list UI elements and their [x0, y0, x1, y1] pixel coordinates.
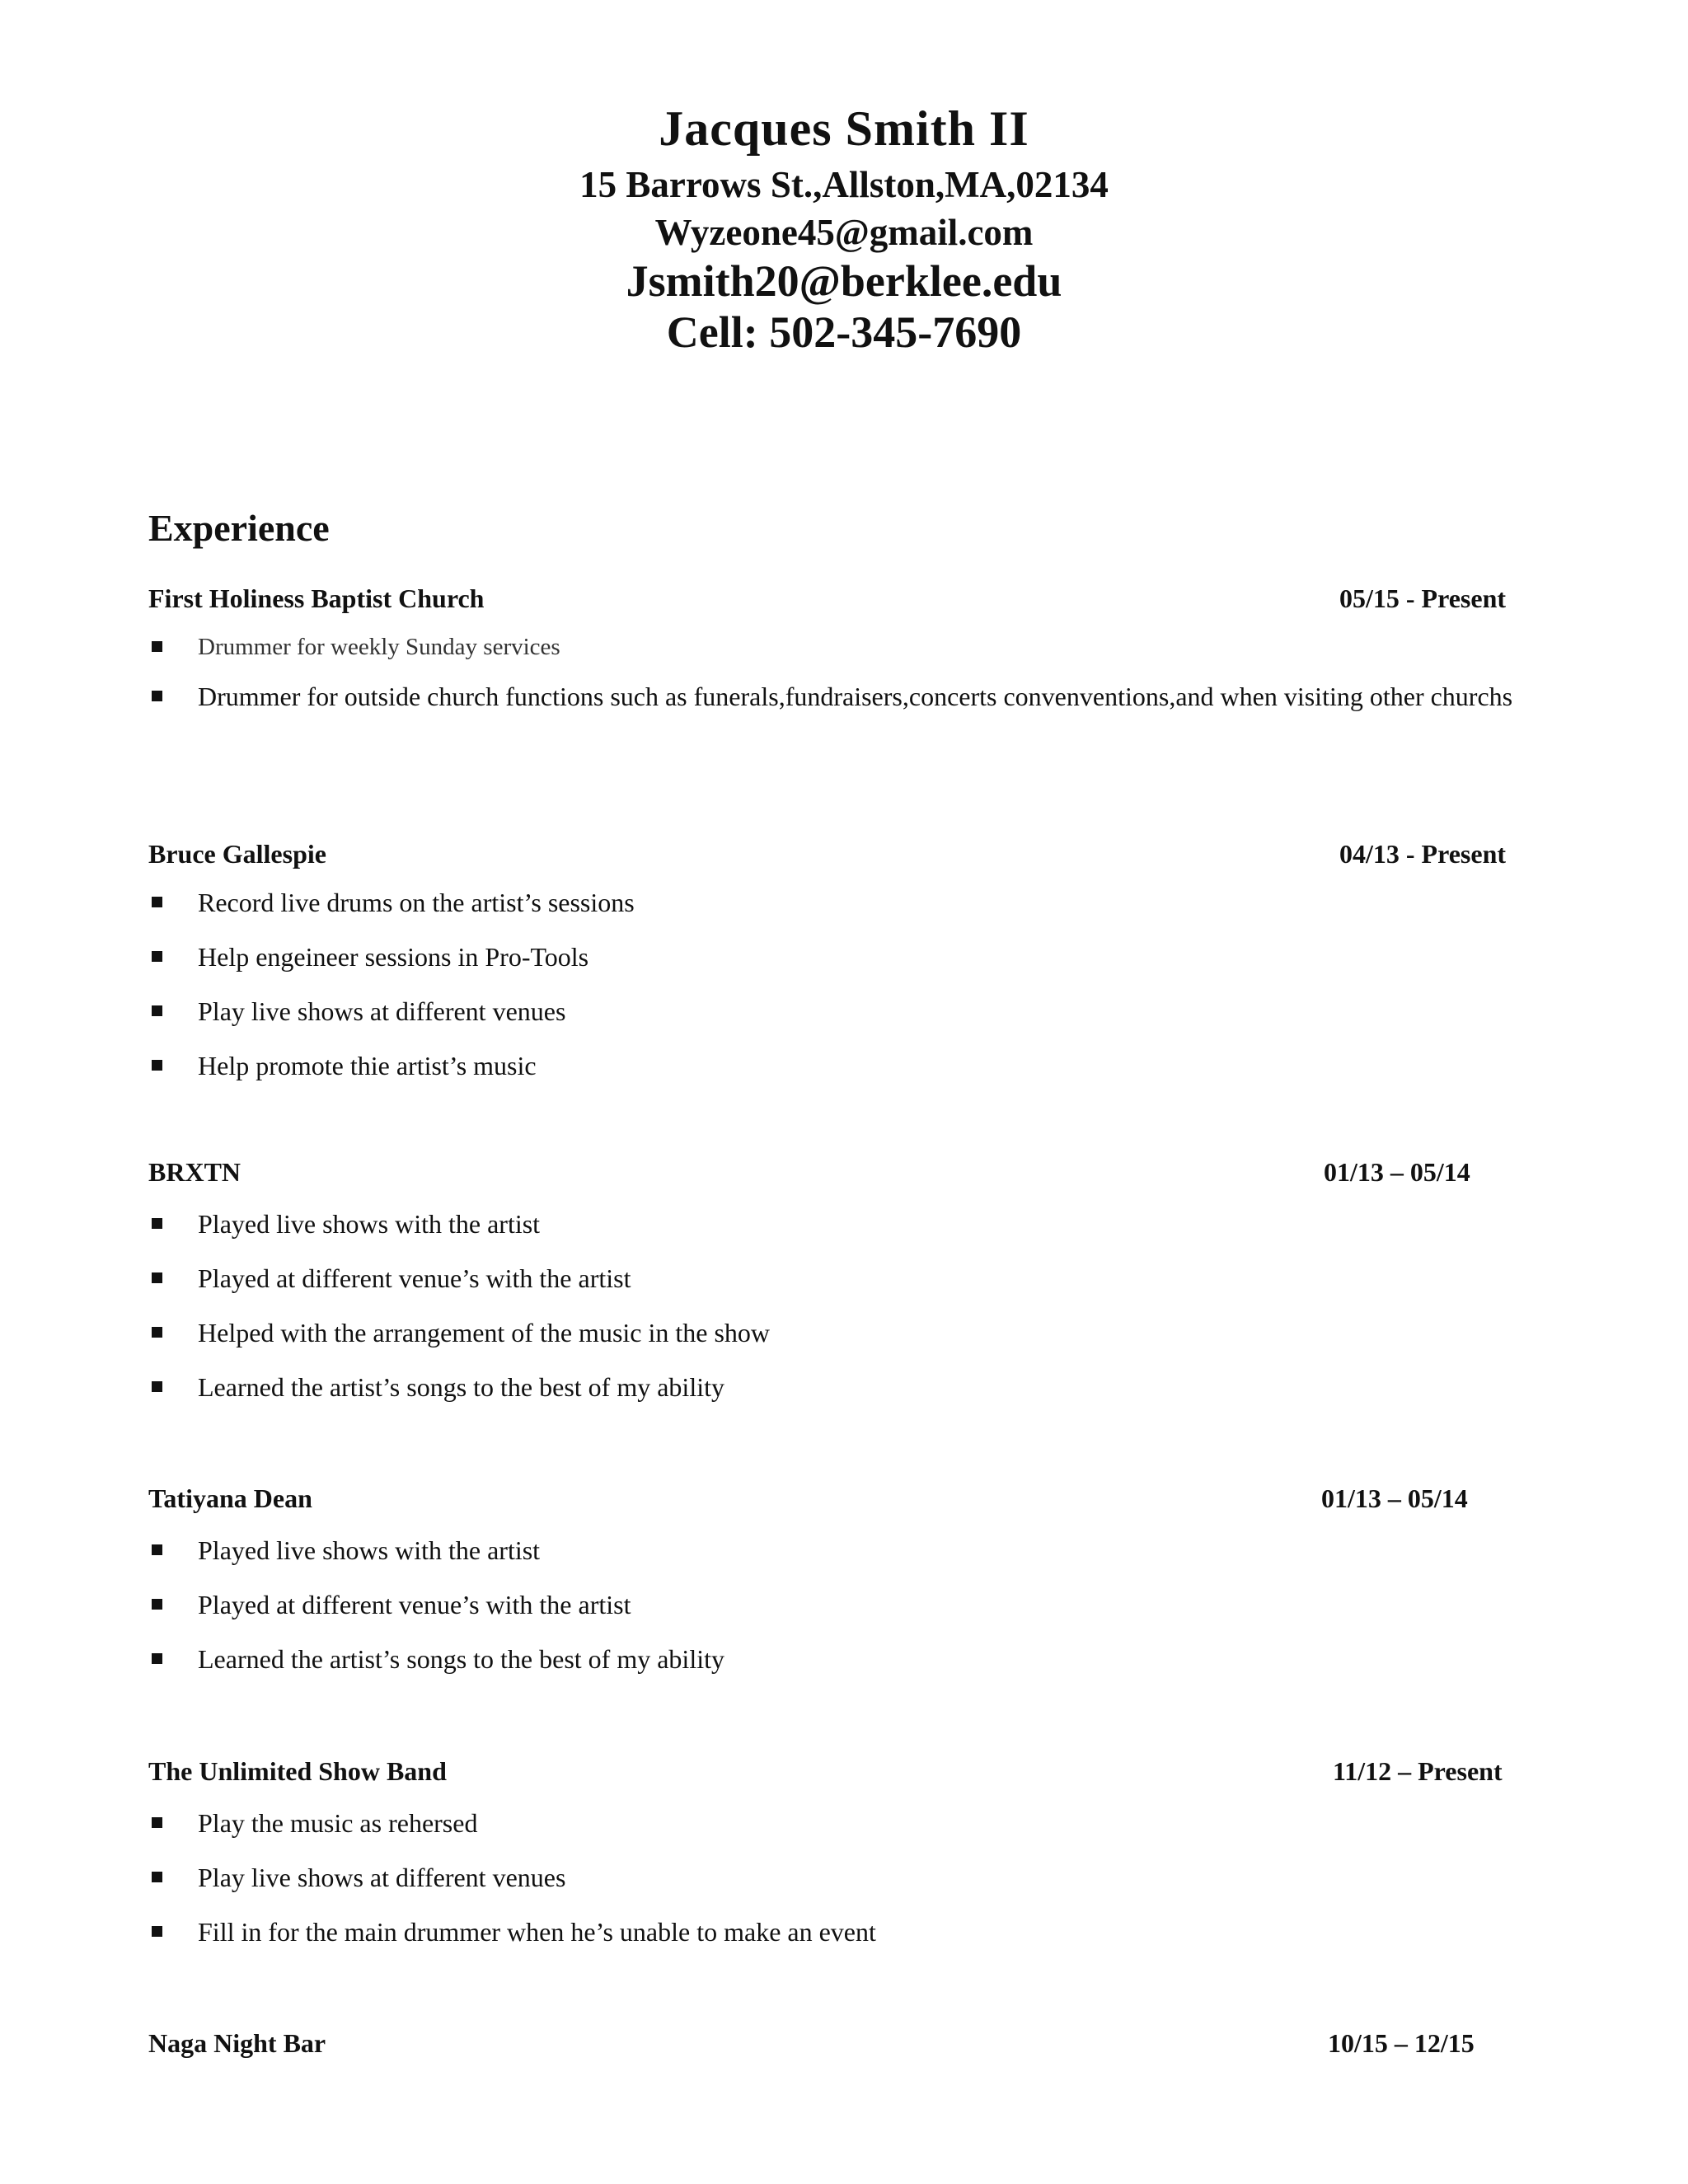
employment-dates: 01/13 – 05/14 [1321, 1483, 1468, 1513]
employer-name: First Holiness Baptist Church [148, 583, 485, 613]
duty-text: Record live drums on the artist’s sessions [198, 888, 635, 917]
employer-name: The Unlimited Show Band [148, 1756, 447, 1786]
square-bullet-icon [152, 1872, 162, 1882]
duty-text: Play live shows at different venues [198, 1863, 566, 1892]
duty-text: Play the music as rehersed [198, 1808, 478, 1838]
list-item [148, 1205, 1533, 1243]
list-item [148, 1804, 1533, 1842]
employment-dates: 01/13 – 05/14 [1324, 1157, 1470, 1187]
job-duties-list [148, 628, 1533, 715]
duty-text: Help promote thie artist’s music [198, 1051, 537, 1080]
job-header [148, 1157, 1533, 1193]
phone-number: Cell: 502-345-7690 [666, 307, 1022, 357]
duty-text: Drummer for weekly Sunday services [198, 634, 560, 660]
square-bullet-icon [152, 1218, 162, 1229]
list-item [148, 1047, 1533, 1085]
duty-text: Learned the artist’s songs to the best of my ability [198, 1644, 724, 1674]
school-email: Jsmith20@berklee.edu [626, 256, 1062, 306]
list-item [148, 1586, 1533, 1624]
square-bullet-icon [152, 1599, 162, 1610]
list-item [148, 1858, 1533, 1896]
duty-text: Drummer for outside church functions such as funerals,fundraisers,concerts convenventions,and when visiting other churchs [198, 682, 1513, 711]
job-entry [148, 583, 1533, 715]
list-item [148, 938, 1533, 976]
address-line: 15 Barrows St.,Allston,MA,02134 [579, 164, 1109, 205]
employment-dates: 05/15 - Present [1339, 583, 1507, 613]
job-duties-list [148, 1531, 1533, 1678]
employment-dates: 04/13 - Present [1339, 839, 1507, 869]
square-bullet-icon [152, 1327, 162, 1338]
square-bullet-icon [152, 1005, 162, 1016]
list-item [148, 1259, 1533, 1297]
job-duties-list [148, 883, 1533, 1085]
list-item [148, 628, 1533, 666]
employment-dates: 10/15 – 12/15 [1328, 2028, 1475, 2058]
duty-text: Help engeineer sessions in Pro-Tools [198, 942, 589, 972]
square-bullet-icon [152, 641, 162, 652]
job-entry [148, 1157, 1533, 1406]
employment-dates: 11/12 – Present [1333, 1756, 1503, 1786]
job-entry [148, 1483, 1533, 1678]
square-bullet-icon [152, 1817, 162, 1828]
square-bullet-icon [152, 1653, 162, 1664]
duty-text: Helped with the arrangement of the music in the show [198, 1318, 771, 1347]
list-item [148, 992, 1533, 1030]
experience-heading: Experience [148, 507, 330, 549]
list-item [148, 1368, 1533, 1406]
job-header [148, 583, 1533, 620]
employer-name: BRXTN [148, 1157, 241, 1187]
personal-email: Wyzeone45@gmail.com [654, 212, 1034, 253]
job-header [148, 2028, 1533, 2064]
job-duties-list [148, 1205, 1533, 1406]
duty-text: Learned the artist’s songs to the best of my ability [198, 1372, 724, 1402]
duty-text: Fill in for the main drummer when he’s unable to make an event [198, 1917, 876, 1947]
duty-text: Played at different venue’s with the artist [198, 1590, 631, 1619]
employer-name: Naga Night Bar [148, 2028, 326, 2058]
job-entry [148, 2028, 1533, 2064]
resume-header [0, 97, 1688, 358]
square-bullet-icon [152, 897, 162, 907]
list-item [148, 1640, 1533, 1678]
list-item [148, 883, 1533, 921]
list-item [148, 1531, 1533, 1569]
square-bullet-icon [152, 1381, 162, 1392]
job-entry [148, 1756, 1533, 1951]
job-header [148, 839, 1533, 875]
duty-text: Played at different venue’s with the artist [198, 1263, 631, 1293]
job-entry [148, 839, 1533, 1085]
square-bullet-icon [152, 1060, 162, 1071]
duty-text: Played live shows with the artist [198, 1209, 541, 1239]
employer-name: Tatiyana Dean [148, 1483, 312, 1513]
job-duties-list [148, 1804, 1533, 1951]
square-bullet-icon [152, 691, 162, 701]
job-header [148, 1483, 1533, 1520]
duty-text: Play live shows at different venues [198, 996, 566, 1026]
job-header [148, 1756, 1533, 1793]
square-bullet-icon [152, 1544, 162, 1555]
square-bullet-icon [152, 1926, 162, 1937]
list-item [148, 1913, 1533, 1951]
square-bullet-icon [152, 951, 162, 962]
employer-name: Bruce Gallespie [148, 839, 326, 869]
list-item [148, 677, 1533, 715]
square-bullet-icon [152, 1272, 162, 1283]
list-item [148, 1314, 1533, 1352]
duty-text: Played live shows with the artist [198, 1535, 541, 1565]
candidate-name: Jacques Smith II [659, 101, 1029, 156]
